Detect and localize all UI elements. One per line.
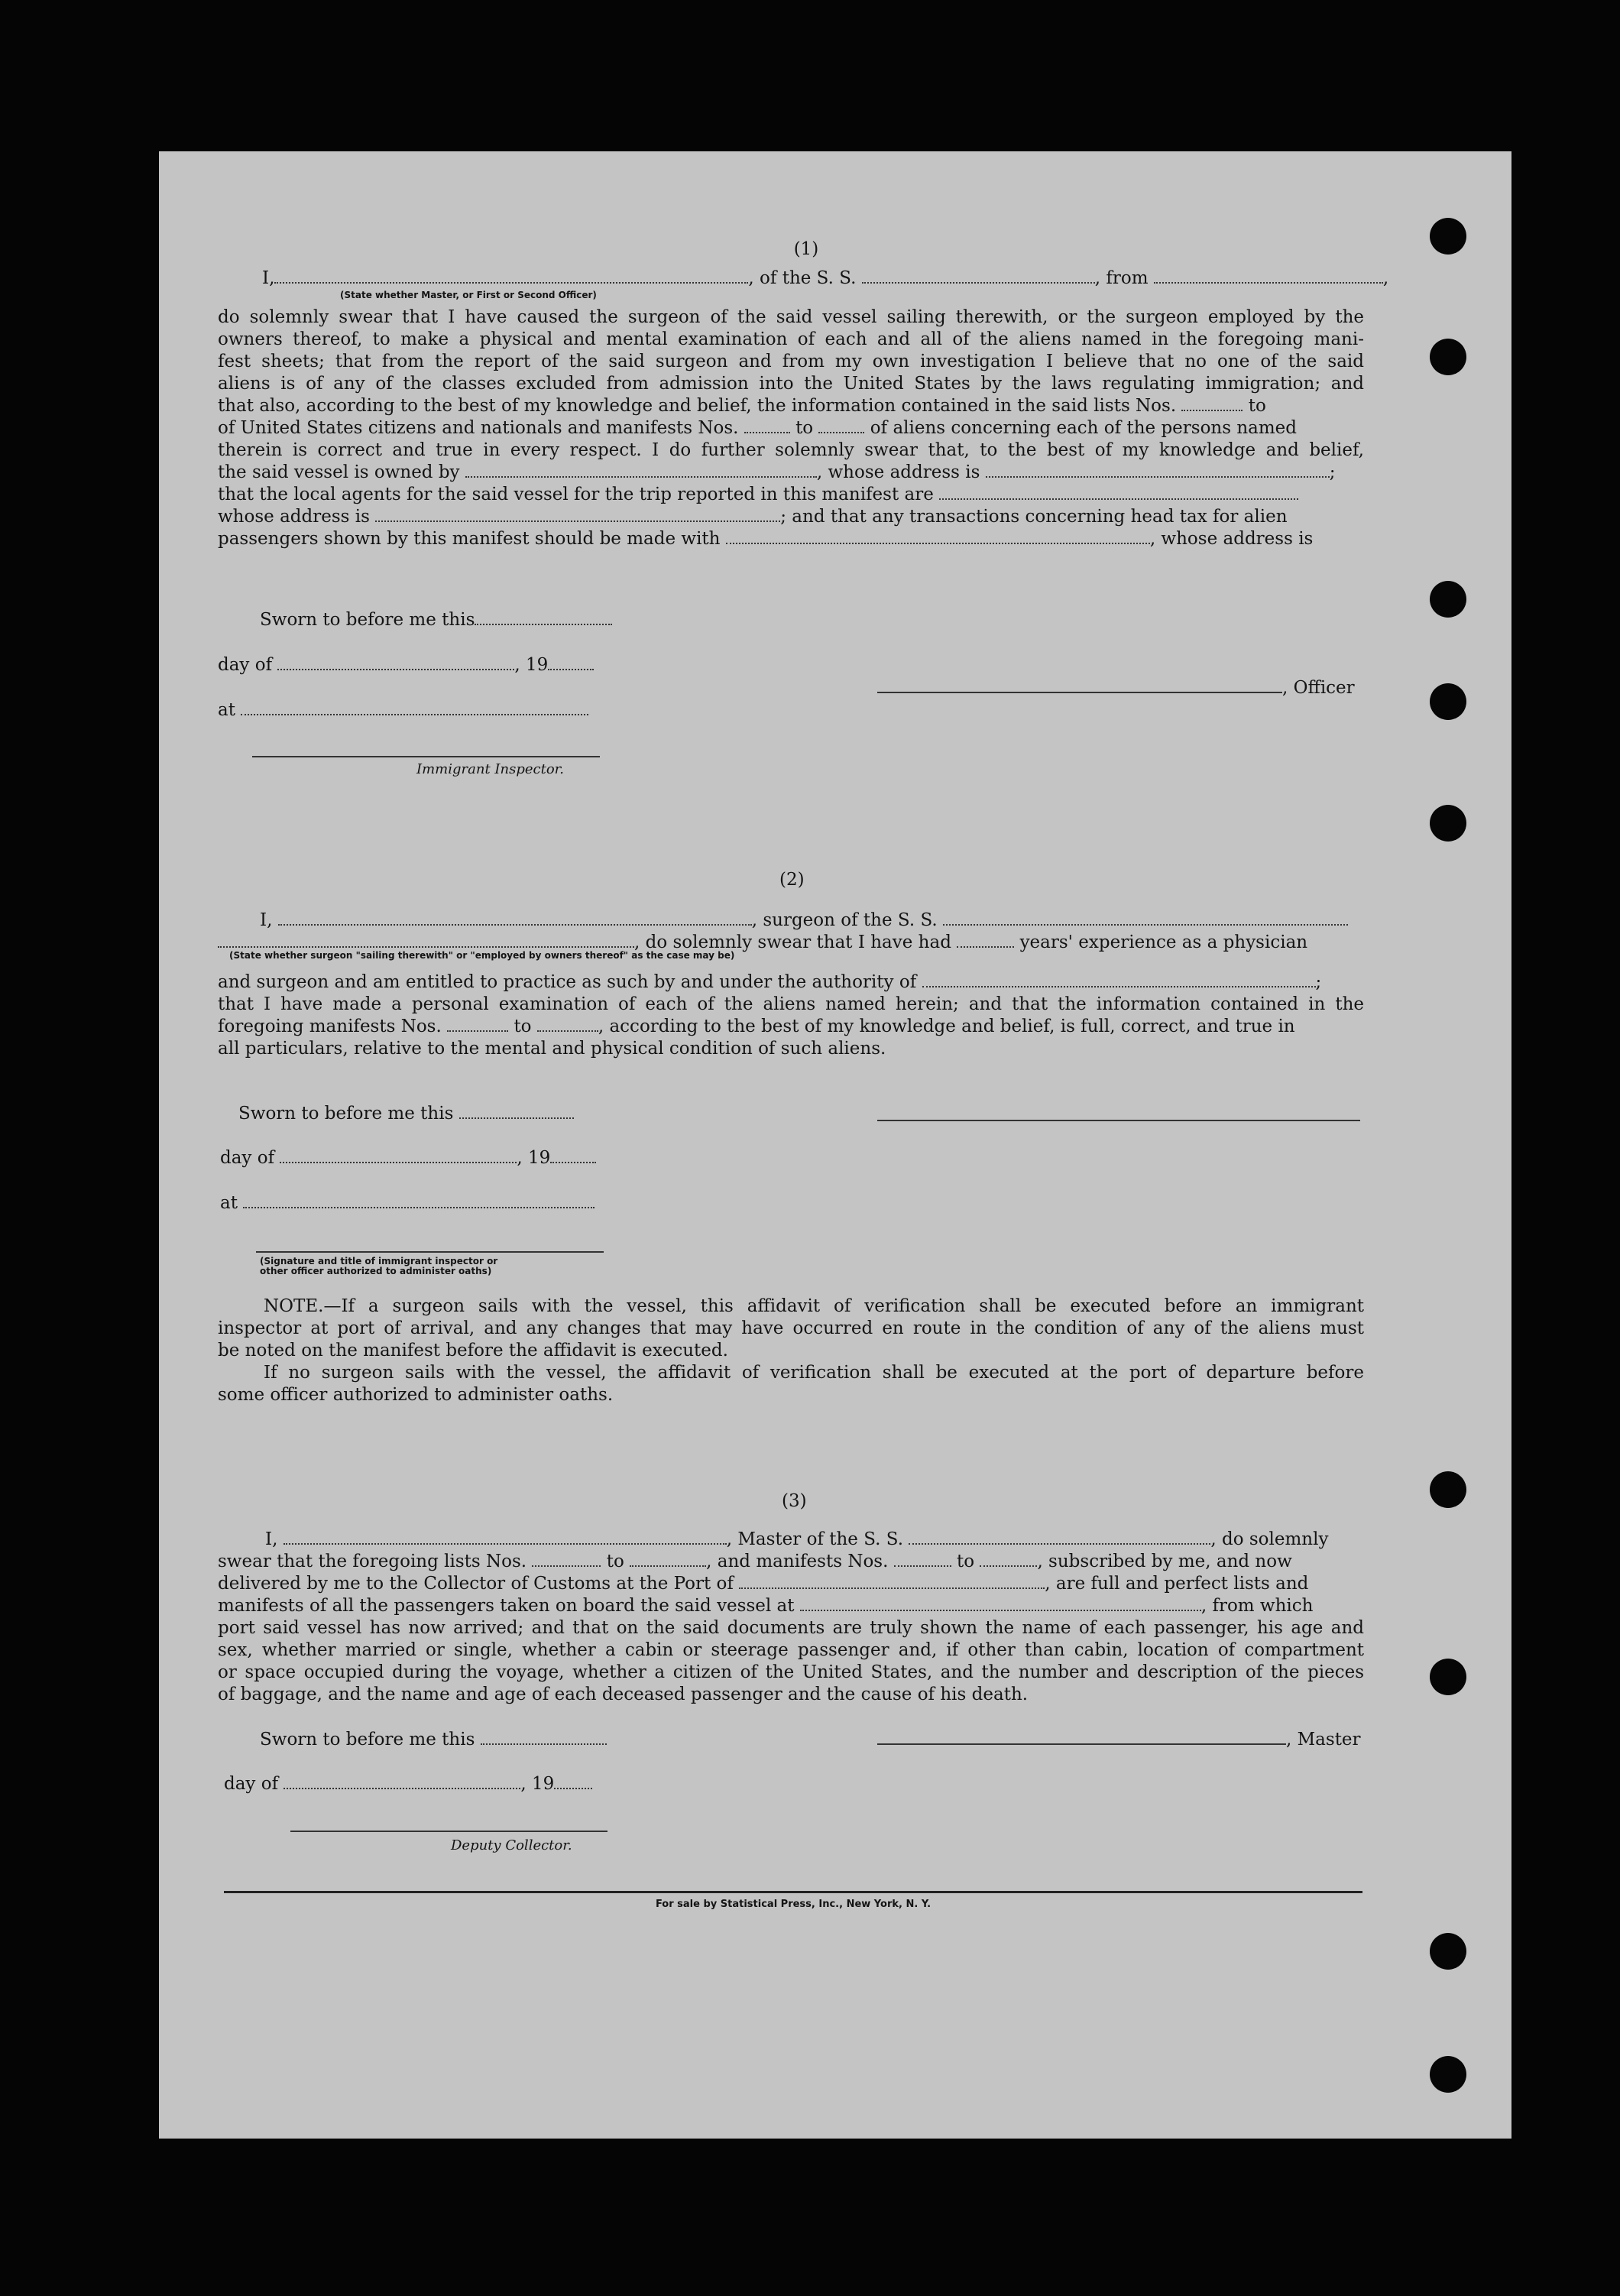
note-text: If no surgeon sails with the vessel, the affidavit of verification shall be executed at the port of departure before — [264, 1363, 1364, 1383]
oath-text: swear that the foregoing lists Nos. to , and manifests Nos. to , subscribed by me, and now — [218, 1552, 1292, 1571]
inspector-caption: Immigrant Inspector. — [416, 761, 565, 777]
oath-text: the said vessel is owned by , whose address is ; — [218, 462, 1336, 482]
oath-text: of baggage, and the name and age of each deceased passenger and the cause of his death. — [218, 1685, 1029, 1704]
manifest-no-blank[interactable] — [537, 1018, 598, 1032]
oath-text: whose address is ; and that any transactions concerning head tax for alien — [218, 507, 1288, 527]
master-signature[interactable] — [877, 1731, 1286, 1745]
surgeon-line-2: , do solemnly swear that I have had years' experience as a physician — [218, 932, 1307, 954]
section-number: (2) — [779, 870, 805, 890]
section-number: (3) — [782, 1491, 807, 1511]
day-line: day of , 19 — [218, 654, 594, 676]
surgeon-line-1: I, , surgeon of the S. S. — [260, 910, 1348, 932]
oath-text: manifests of all the passengers taken on board the said vessel at , from which — [218, 1596, 1314, 1616]
manifest-no-blank[interactable] — [744, 420, 790, 433]
section-2-body — [218, 971, 1364, 1060]
oath-text: foregoing manifests Nos. to , according to the best of my knowledge and belief, is full, correct, and true in — [218, 1017, 1295, 1036]
oath-text: that the local agents for the said vessel for the trip reported in this manifest are — [218, 484, 1364, 506]
owner-address-blank[interactable] — [986, 464, 1330, 478]
manifest-no-blank[interactable] — [447, 1018, 508, 1032]
officer-signature[interactable] — [877, 679, 1282, 693]
punch-hole — [1430, 2056, 1466, 2093]
punch-hole — [1430, 1471, 1466, 1508]
year-blank[interactable] — [554, 1776, 592, 1789]
collector-caption: Deputy Collector. — [451, 1837, 572, 1853]
rank-caption: (State whether Master, or First or Second Officer) — [340, 290, 597, 300]
section-1 — [218, 238, 1389, 550]
owner-blank[interactable] — [465, 464, 817, 478]
surgeon-name-blank[interactable] — [218, 934, 634, 948]
surgeon-status-blank[interactable] — [278, 912, 752, 926]
oath-text: or space occupied during the voyage, whether a citizen of the United States, and the number and description of the pieces — [218, 1662, 1364, 1682]
sworn-day-blank[interactable] — [459, 1105, 574, 1119]
sworn-day-blank[interactable] — [475, 611, 612, 625]
vessel-blank[interactable] — [943, 912, 1348, 926]
month-blank[interactable] — [277, 657, 514, 670]
day-line: day of , 19 — [220, 1147, 596, 1169]
year-blank[interactable] — [550, 1150, 596, 1163]
oath-text: port said vessel has now arrived; and that on the said documents are truly shown the name of each passenger, his age and — [218, 1618, 1364, 1638]
note-text: be noted on the manifest before the affidavit is executed. — [218, 1341, 728, 1360]
oath-text: aliens is of any of the classes excluded from admission into the United States by the laws regulating immigration; and — [218, 374, 1364, 394]
oath-text: owners thereof, to make a physical and mental examination of each and all of the aliens named in the foregoing mani- — [218, 329, 1364, 349]
oath-line-1: I, , of the S. S. , from , — [262, 268, 1389, 288]
agents-address-blank[interactable] — [375, 508, 780, 522]
oath-text: delivered by me to the Collector of Customs at the Port of , are full and perfect lists and — [218, 1574, 1309, 1594]
signature-caption-1: (Signature and title of immigrant inspector or — [260, 1256, 498, 1266]
at-line: at — [220, 1192, 595, 1214]
place-blank[interactable] — [243, 1195, 595, 1208]
section-3 — [218, 1529, 1364, 1706]
sworn-day-blank[interactable] — [481, 1731, 607, 1745]
port-blank[interactable] — [739, 1575, 1045, 1589]
vessel-blank[interactable] — [862, 270, 1095, 284]
note-text: some officer authorized to administer oaths. — [218, 1385, 614, 1405]
authority-blank[interactable] — [922, 974, 1316, 987]
oath-text: all particulars, relative to the mental and physical condition of such aliens. — [218, 1039, 886, 1059]
day-line: day of , 19 — [224, 1773, 592, 1795]
list-no-blank[interactable] — [532, 1553, 601, 1567]
month-blank[interactable] — [280, 1150, 517, 1163]
oath-text: sex, whether married or single, whether a cabin or steerage passenger and, if other than cabin, location of compartment — [218, 1640, 1364, 1660]
manifest-no-blank[interactable] — [980, 1553, 1037, 1567]
oath-text: and surgeon and am entitled to practice as such by and under the authority of ; — [218, 972, 1322, 992]
note-text: inspector at port of arrival, and any changes that may have occurred en route in the condition of any of the aliens must — [218, 1318, 1364, 1338]
oath-text: I, , Master of the S. S. , do solemnly — [265, 1529, 1329, 1549]
punch-hole — [1430, 683, 1466, 720]
vessel-blank[interactable] — [909, 1531, 1210, 1545]
oath-text: of United States citizens and nationals and manifests Nos. to of aliens concerning each of the persons named — [218, 418, 1298, 438]
surgeon-caption: (State whether surgeon "sailing therewith" or "employed by owners thereof" as the case may be) — [229, 950, 735, 961]
sworn-line: Sworn to before me this — [260, 1729, 607, 1751]
agents-blank[interactable] — [939, 486, 1298, 500]
punch-hole — [1430, 218, 1466, 255]
list-no-blank[interactable] — [630, 1553, 706, 1567]
punch-hole — [1430, 339, 1466, 375]
footer-rule — [224, 1891, 1362, 1893]
month-blank[interactable] — [284, 1776, 520, 1789]
manifest-no-blank[interactable] — [818, 420, 864, 433]
oath-text: that I have made a personal examination of each of the aliens named herein; and that the information contained in the — [218, 994, 1364, 1014]
manifest-no-blank[interactable] — [894, 1553, 951, 1567]
master-name-blank[interactable] — [284, 1531, 727, 1545]
rank-blank[interactable] — [274, 270, 748, 284]
signature-rule — [290, 1831, 608, 1832]
oath-text: that also, according to the best of my knowledge and belief, the information contained in the said lists Nos. to — [218, 396, 1266, 416]
signature-rule — [256, 1251, 604, 1253]
master-line: , Master — [877, 1729, 1361, 1751]
section-number: (1) — [793, 239, 819, 259]
punch-hole — [1430, 1659, 1466, 1695]
port-blank[interactable] — [1154, 270, 1383, 284]
sworn-line: Sworn to before me this — [238, 1103, 574, 1125]
departure-port-blank[interactable] — [800, 1597, 1201, 1611]
footer-imprint: For sale by Statistical Press, Inc., New York, N. Y. — [655, 1899, 932, 1910]
head-tax-blank[interactable] — [726, 530, 1150, 544]
oath-text: passengers shown by this manifest should be made with , whose address is — [218, 529, 1314, 549]
note-block — [218, 1296, 1364, 1406]
year-blank[interactable] — [548, 657, 594, 670]
punch-hole — [1430, 581, 1466, 618]
punch-hole — [1430, 805, 1466, 842]
signature-caption-2: other officer authorized to administer oaths) — [260, 1266, 492, 1276]
oath-text: do solemnly swear that I have caused the surgeon of the said vessel sailing therewith, or the surgeon employed by the — [218, 307, 1364, 327]
officer-line: , Officer — [877, 677, 1355, 699]
list-no-blank[interactable] — [1181, 397, 1243, 411]
oath-text: fest sheets; that from the report of the said surgeon and from my own investigation I believe that no one of the said — [218, 352, 1364, 371]
signature-rule — [252, 756, 600, 757]
punch-hole — [1430, 1933, 1466, 1970]
oath-text: therein is correct and true in every respect. I do further solemnly swear that, to the best of my knowledge and belief, — [218, 440, 1364, 460]
years-blank[interactable] — [957, 934, 1014, 948]
place-blank[interactable] — [241, 702, 588, 715]
at-line: at — [218, 699, 588, 722]
note-text: NOTE.—If a surgeon sails with the vessel, this affidavit of verification shall be executed before an immigrant — [264, 1296, 1364, 1316]
surgeon-signature-rule — [877, 1120, 1360, 1121]
sworn-line: Sworn to before me this — [260, 609, 612, 631]
